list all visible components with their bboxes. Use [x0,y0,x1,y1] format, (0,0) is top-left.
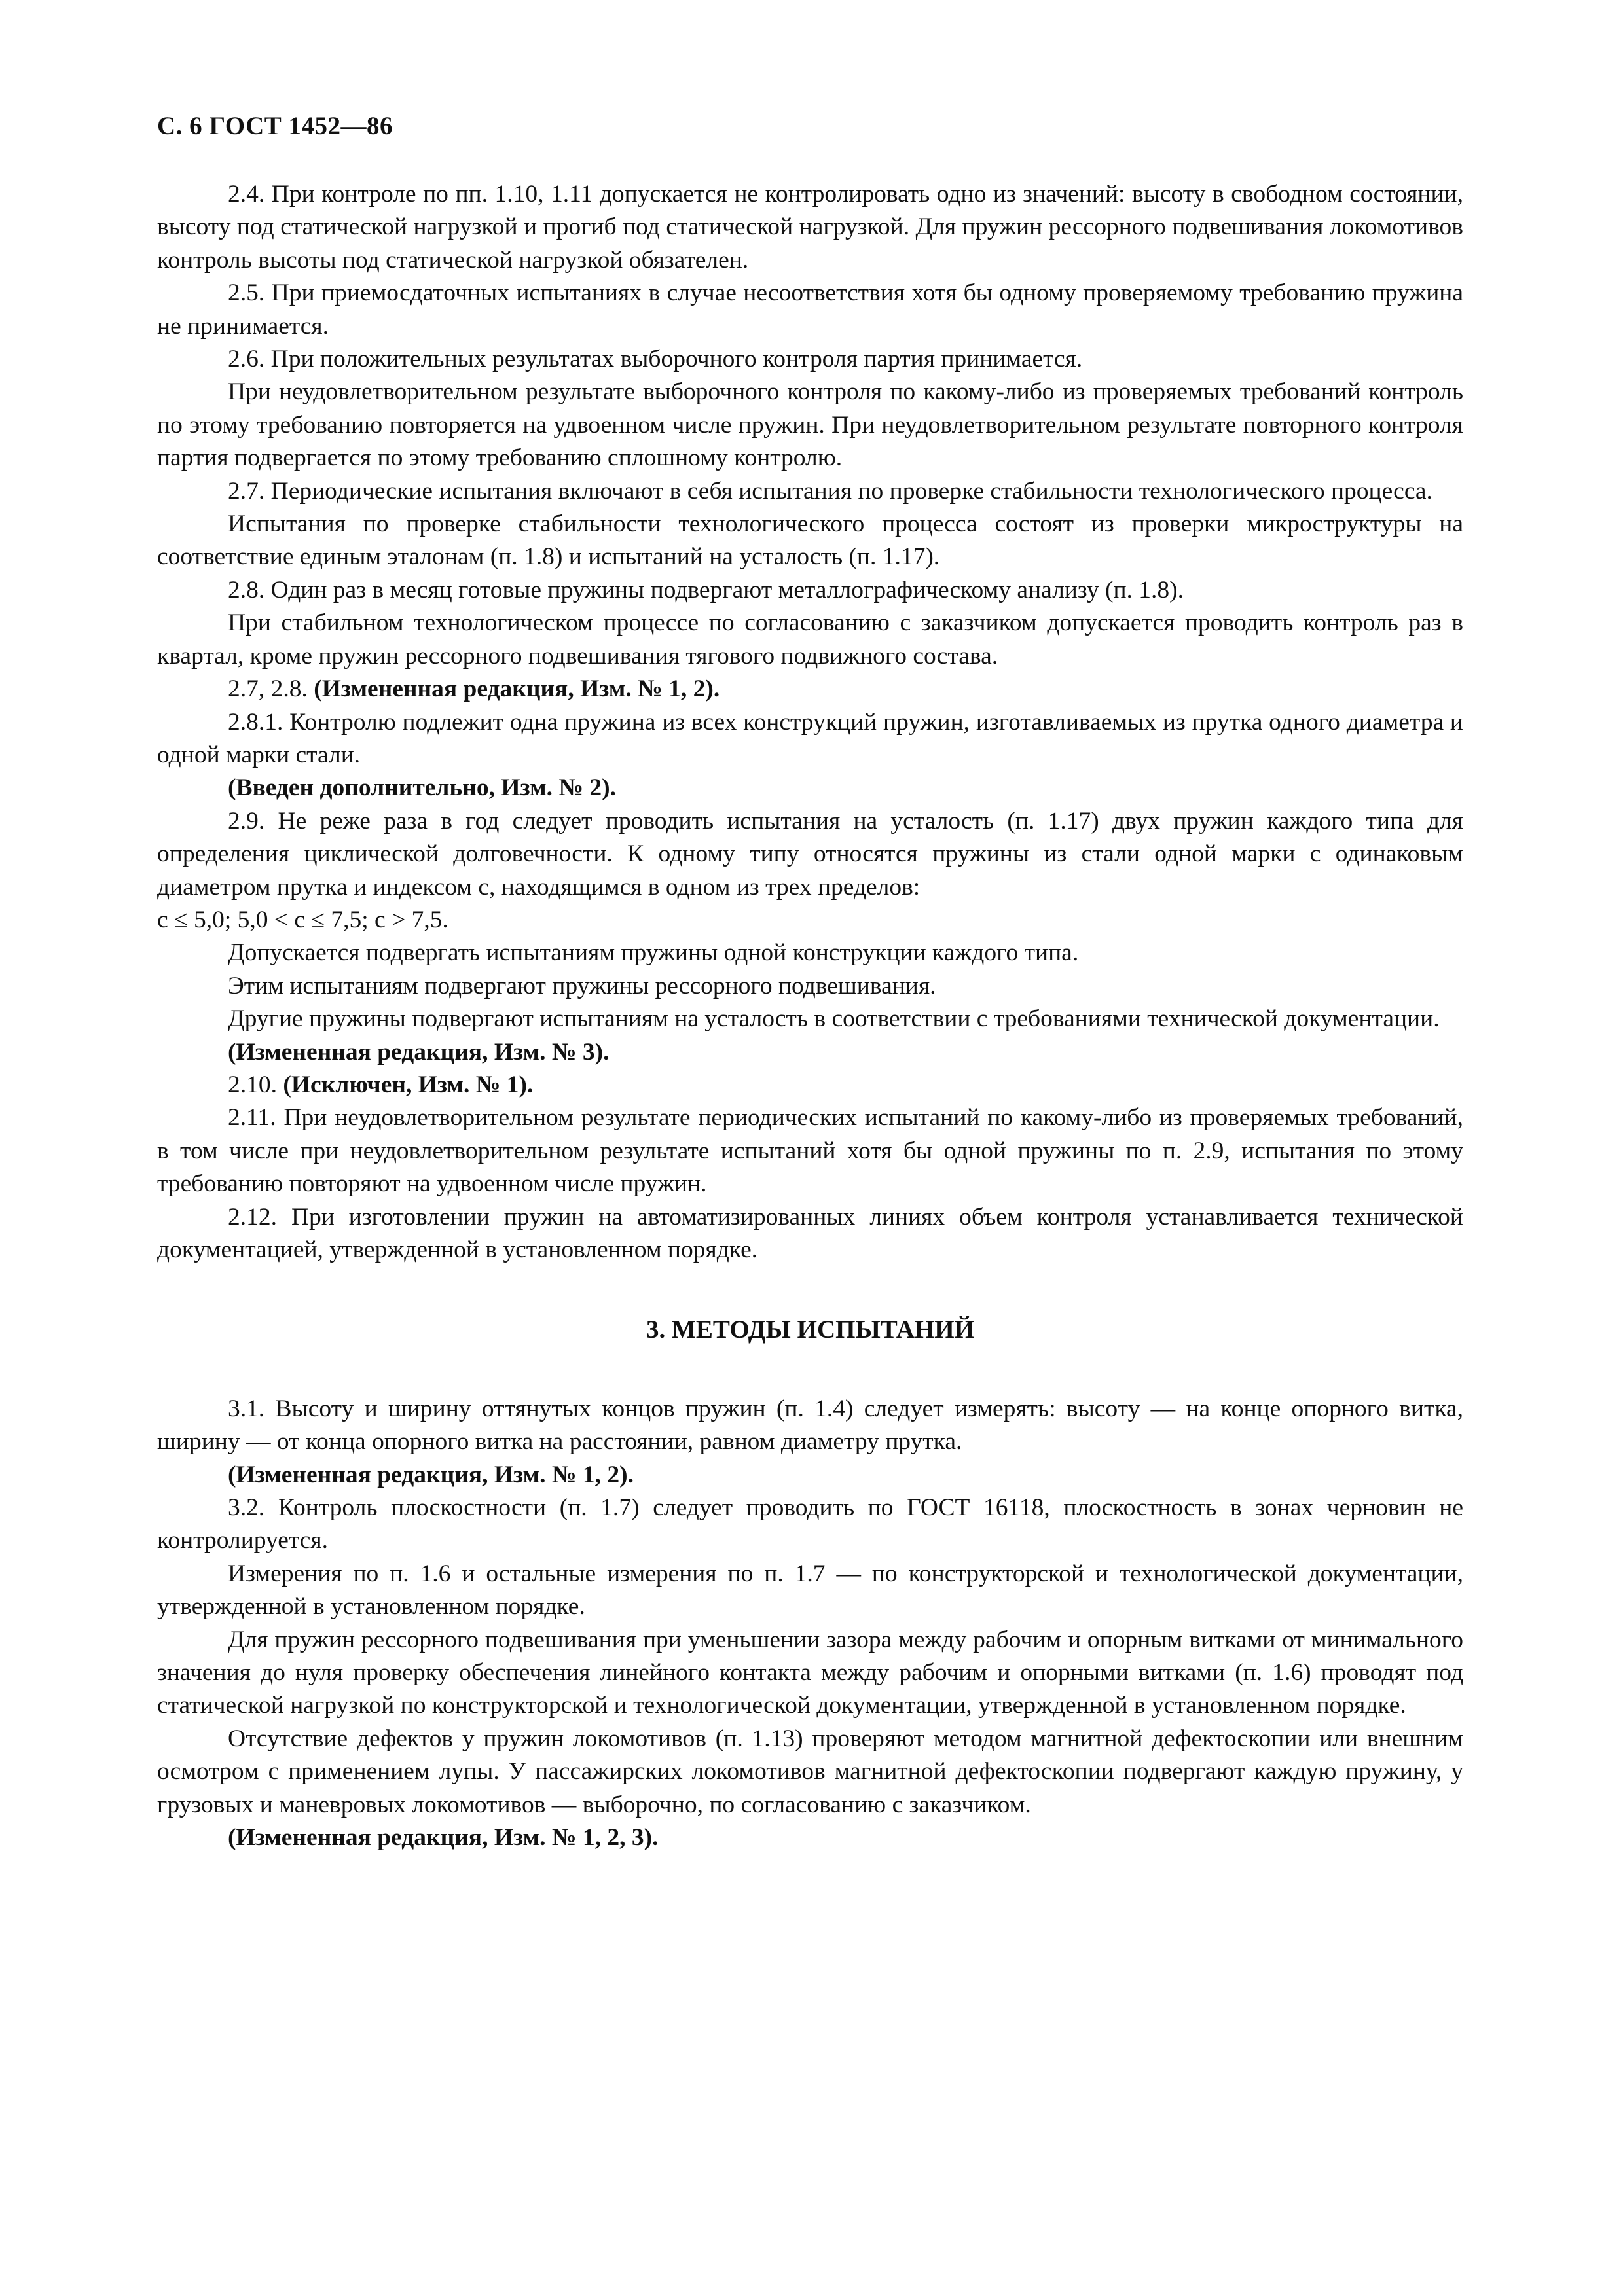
paragraph-2-6-continued: При неудовлетворительном результате выборочного контроля по какому-либо из проверяемых требований контроль по этому требованию повторяется на удвоенном числе пружин. При неудовлетворительном результате повторного контроля партия подвергается по этому требованию сплошному контролю. [157,378,1463,472]
paragraph-2-9-continued: Допускается подвергать испытаниям пружины одной конструкции каждого типа. [228,939,1079,967]
paragraph-3-1-note: (Измененная редакция, Изм. № 1, 2). [228,1461,634,1488]
paragraph-2-5: 2.5. При приемосдаточных испытаниях в случае несоответствия хотя бы одному проверяемому требованию пружина не принимается. [157,279,1463,340]
paragraph-2-9-limits: c ≤ 5,0; 5,0 < c ≤ 7,5; c > 7,5. [157,906,448,933]
paragraph-2-8: 2.8. Один раз в месяц готовые пружины подвергают металлографическому анализу (п. 1.8). [228,576,1184,603]
paragraph-2-6: 2.6. При положительных результатах выборочного контроля партия принимается. [228,346,1083,373]
amendment-prefix: 2.7, 2.8. [228,675,308,703]
paragraph-2-9-other: Другие пружины подвергают испытаниям на усталость в соответствии с требованиями технической документации. [228,1005,1440,1033]
paragraph-2-8-continued: При стабильном технологическом процессе по согласованию с заказчиком допускается проводить контроль раз в квартал, кроме пружин рессорного подвешивания тягового подвижного состава. [157,609,1463,670]
paragraph-2-11: 2.11. При неудовлетворительном результате периодических испытаний по какому-либо из проверяемых требований, в том числе при неудовлетворительном результате испытаний хотя бы одной пружины по п. 2.9, испытания по этому требованию повторяют на удвоенном числе пружин. [157,1104,1463,1198]
paragraph-3-2-note: (Измененная редакция, Изм. № 1, 2, 3). [228,1824,659,1852]
paragraph-2-9-note: (Измененная редакция, Изм. № 3). [228,1038,610,1066]
paragraph-3-2: 3.2. Контроль плоскостности (п. 1.7) следует проводить по ГОСТ 16118, плоскостность в зонах черновин не контролируется. [157,1494,1463,1554]
paragraph-2-4: 2.4. При контроле по пп. 1.10, 1.11 допускается не контролировать одно из значений: высоту в свободном состоянии, высоту под статической нагрузкой и прогиб под статической нагрузкой. Для пружин рессорного подвешивания локомотивов контроль высоты под статической нагрузкой обязателен. [157,181,1463,274]
paragraph-2-10-prefix: 2.10. [228,1071,277,1098]
paragraph-2-10 [157,1069,1463,1102]
document-body [157,178,1463,1855]
paragraph-2-7-2-8-amendment [157,673,1463,706]
paragraph-3-1: 3.1. Высоту и ширину оттянутых концов пружин (п. 1.4) следует измерять: высоту — на конце опорного витка, ширину — от конца опорного витка на расстоянии, равном диаметру прутка. [157,1395,1463,1456]
paragraph-2-7-continued: Испытания по проверке стабильности технологического процесса состоят из проверки микроструктуры на соответствие единым эталонам (п. 1.8) и испытаний на усталость (п. 1.17). [157,511,1463,571]
page-header: С. 6 ГОСТ 1452—86 [157,112,393,140]
paragraph-3-2-defects: Отсутствие дефектов у пружин локомотивов (п. 1.13) проверяют методом магнитной дефектоскопии или внешним осмотром с применением лупы. У пассажирских локомотивов магнитной дефектоскопии подвергают каждую пружину, у грузовых и маневровых локомотивов — выборочно, по согласованию с заказчиком. [157,1725,1463,1818]
paragraph-2-10-note: (Исключен, Изм. № 1). [283,1071,534,1098]
paragraph-3-2-suspension: Для пружин рессорного подвешивания при уменьшении зазора между рабочим и опорным витками от минимального значения до нуля проверку обеспечения линейного контакта между рабочим и опорными витками (п. 1.6) проводят под статической нагрузкой по конструкторской и технологической документации, утвержденной в установленном порядке. [157,1626,1463,1719]
section-3-title: 3. МЕТОДЫ ИСПЫТАНИЙ [646,1316,974,1344]
amendment-note: (Измененная редакция, Изм. № 1, 2). [314,675,720,703]
paragraph-2-9-springs: Этим испытаниям подвергают пружины рессорного подвешивания. [228,972,936,999]
paragraph-2-9: 2.9. Не реже раза в год следует проводить испытания на усталость (п. 1.17) двух пружин каждого типа для определения циклической долговечности. К одному типу относятся пружины из стали одной марки с одинаковым диаметром прутка и индексом c, находящимся в одном из трех пределов: [157,807,1463,901]
paragraph-2-8-1: 2.8.1. Контролю подлежит одна пружина из всех конструкций пружин, изготавливаемых из прутка одного диаметра и одной марки стали. [157,708,1463,768]
paragraph-2-7: 2.7. Периодические испытания включают в себя испытания по проверке стабильности технологического процесса. [228,477,1432,505]
paragraph-3-2-measurements: Измерения по п. 1.6 и остальные измерения по п. 1.7 — по конструкторской и технологической документации, утвержденной в установленном порядке. [157,1560,1463,1621]
paragraph-2-8-1-note: (Введен дополнительно, Изм. № 2). [228,774,617,802]
paragraph-2-12: 2.12. При изготовлении пружин на автоматизированных линиях объем контроля устанавливается технической документацией, утвержденной в установленном порядке. [157,1203,1463,1263]
